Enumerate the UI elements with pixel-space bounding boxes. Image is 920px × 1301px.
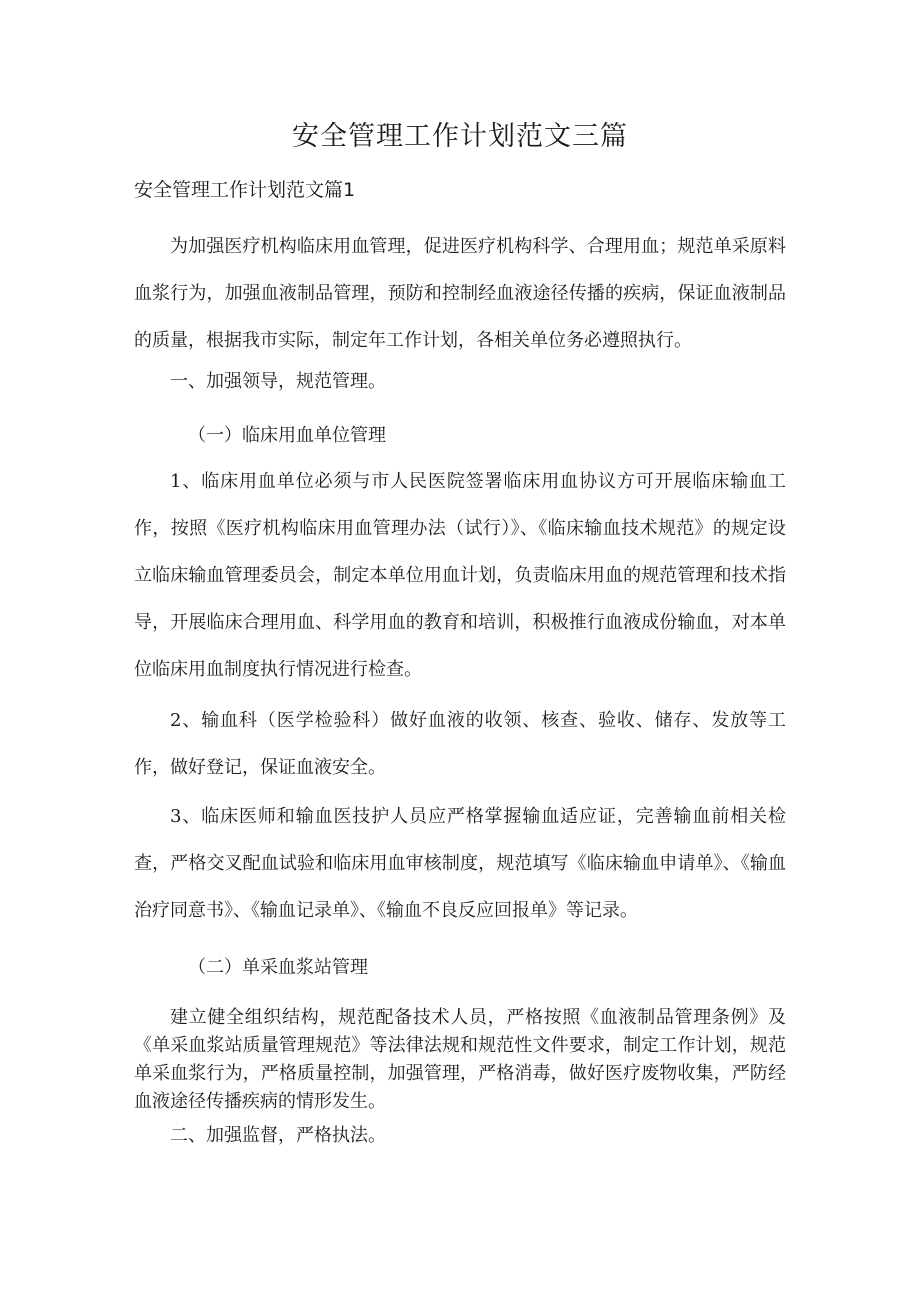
paragraph-subheading-1: （一）临床用血单位管理 <box>188 425 386 446</box>
paragraph-heading-2: 二、加强监督，严格执法。 <box>170 1125 386 1146</box>
paragraph-intro: 为加强医疗机构临床用血管理，促进医疗机构科学、合理用血；规范单采原料血浆行为，加强血液制品管理，预防和控制经血液途径传播的疾病，保证血液制品的质量，根据我市实际，制定年工作计划，各相关单位务必遵照执行。 <box>134 236 786 351</box>
paragraph-heading-1: 一、加强领导，规范管理。 <box>170 371 386 392</box>
paragraph-item-1: 1、临床用血单位必须与市人民医院签署临床用血协议方可开展临床输血工作，按照《医疗机构临床用血管理办法（试行）》、《临床输血技术规范》的规定设立临床输血管理委员会，制定本单位用血计划，负责临床用血的规范管理和技术指导，开展临床合理用血、科学用血的教育和培训，积极推行血液成份输血，对本单位临床用血制度执行情况进行检查。 <box>134 471 786 680</box>
paragraph-plasma-station: 建立健全组织结构，规范配备技术人员，严格按照《血液制品管理条例》及《单采血浆站质量管理规范》等法律法规和规范性文件要求，制定工作计划，规范单采血浆行为，严格质量控制，加强管理，严格消毒，做好医疗废物收集，严防经血液途径传播疾病的情形发生。 <box>134 1007 786 1112</box>
section-heading: 安全管理工作计划范文篇1 <box>134 179 356 201</box>
document-title: 安全管理工作计划范文三篇 <box>292 121 628 152</box>
paragraph-item-3: 3、临床医师和输血医技护人员应严格掌握输血适应证，完善输血前相关检查，严格交叉配血试验和临床用血审核制度，规范填写《临床输血申请单》、《输血治疗同意书》、《输血记录单》、《输血不良反应回报单》等记录。 <box>134 806 786 921</box>
paragraph-item-2: 2、输血科（医学检验科）做好血液的收领、核查、验收、储存、发放等工作，做好登记，保证血液安全。 <box>134 710 786 778</box>
paragraph-subheading-2: （二）单采血浆站管理 <box>188 957 368 978</box>
